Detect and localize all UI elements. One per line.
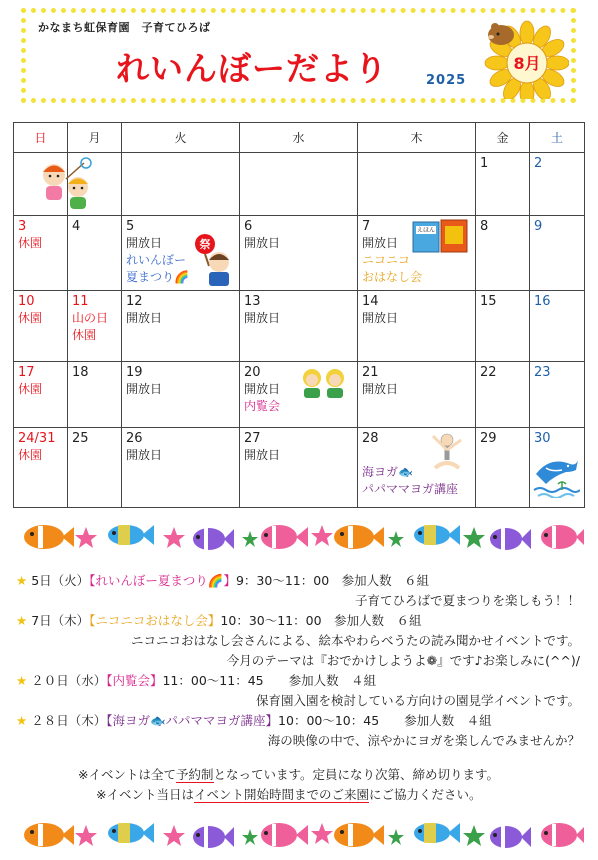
day-cell [358,216,476,291]
day-cell [358,361,476,427]
event-name: 【ニコニコおはなし会】 [89,613,221,628]
day-cell [476,216,530,291]
star-icon [242,531,258,547]
fish-decoration-band-bottom [14,815,584,855]
fish-decoration-band-top [14,517,584,557]
day-cell [68,361,122,427]
fish-icon [414,823,460,843]
day-cell [476,291,530,362]
dolphin-icon [532,452,580,498]
day-cell [476,361,530,427]
event-item-4 [16,711,492,729]
newsletter-header [21,8,576,103]
day-cell [240,216,358,291]
day-number: 1 [480,156,489,171]
weekday-sat: 土 [530,123,585,153]
day-cell [240,291,358,362]
fish-icon [261,823,308,847]
calendar-week-4 [14,361,585,427]
day-number: 5 [126,219,135,235]
day-cell [530,153,585,216]
picture-books-icon [411,218,471,254]
star-icon [75,825,97,846]
day-number: 2 [534,156,543,171]
day-number: 12 [126,294,143,310]
weekday-mon: 月 [68,123,122,153]
note-arrival [96,785,482,803]
fish-icon [261,525,308,549]
star-icon [242,829,258,845]
event-item-1 [16,571,429,589]
event-desc-1: 子育てひろばで夏まつりを楽しもう！！ [354,593,580,608]
day-cell [14,428,68,508]
weekday-tue: 火 [122,123,240,153]
event-label: おはなし会 [362,270,423,285]
day-number: 19 [126,364,143,380]
note-text: にご協力ください。 [369,787,482,802]
day-cell [122,428,240,508]
note-text: ※イベントは全て [78,767,176,782]
day-cell [476,428,530,508]
day-number: 21 [362,364,379,380]
header-subtitle: かなまち虹保育園 子育てひろば [38,21,211,34]
day-cell [14,291,68,362]
star-icon [75,527,97,548]
day-note: 休園 [18,448,43,463]
weekday-sun: 日 [14,123,68,153]
star-icon [311,525,333,546]
day-cell [530,291,585,362]
day-number: 7 [362,219,371,235]
day-number: 17 [18,364,35,380]
day-number: 10 [18,294,35,310]
fish-icon [541,525,584,549]
day-number: 20 [244,364,261,380]
event-label: パパママヨガ講座 [362,482,459,497]
day-cell [14,153,68,216]
day-number: 3 [18,219,27,235]
day-number: 22 [480,364,497,380]
weekday-fri: 金 [476,123,530,153]
event-time: 10：30～11：00 参加人数 ６組 [220,613,422,628]
fish-icon [24,823,74,847]
weekday-thu: 木 [358,123,476,153]
day-number: 26 [126,431,143,447]
fish-icon [24,525,74,549]
day-number: 30 [534,431,551,447]
note-emphasis: 予約制 [175,767,214,782]
fish-icon [108,525,154,545]
event-label: 海ヨガ🐟 [362,465,413,480]
day-note: 開放日 [362,381,399,396]
day-number: 28 [362,431,379,447]
event-desc-3: 保育園入園を検討している方向けの園見学イベントです。 [255,693,580,708]
note-text: となっています。定員になり次第、締め切ります。 [213,767,500,782]
note-reservation [78,765,499,783]
fish-icon [334,525,384,549]
day-number: 15 [480,294,497,310]
star-icon: ★ [16,573,28,588]
star-icon: ★ [16,673,28,688]
day-number: 8 [480,219,489,235]
day-number: 11 [72,294,89,310]
event-name: 【内覧会】 [106,673,163,688]
day-note: 開放日 [362,236,399,251]
day-note: 開放日 [244,448,281,463]
event-date: ２０日（水） [31,673,107,688]
day-note: 開放日 [244,311,281,326]
day-number: 6 [244,219,253,235]
event-time: 10：00～10：45 参加人数 ４組 [278,713,492,728]
fish-icon [414,525,460,545]
event-date: ２８日（木） [31,713,107,728]
day-cell [122,361,240,427]
event-date: 5日（火） [31,573,90,588]
event-time: 11：00～11：45 参加人数 ４組 [162,673,377,688]
day-cell [68,428,122,508]
event-label: れいんぼー [126,253,187,268]
fish-icon [193,528,234,550]
day-cell [530,361,585,427]
event-item-3 [16,671,376,689]
day-cell [68,153,122,216]
star-icon: ★ [16,713,28,728]
calendar-week-1 [14,153,585,216]
weekday-wed: 水 [240,123,358,153]
calendar-table [13,122,585,508]
day-cell [14,361,68,427]
event-name: 【れいんぼー夏まつり🌈】 [89,573,236,588]
day-number: 18 [72,364,89,380]
day-cell [122,216,240,291]
header-year: 2025 [426,73,467,88]
yoga-icon [419,430,469,472]
star-icon [163,825,185,846]
day-note: 開放日 [126,236,163,251]
sunflower-icon [477,15,569,99]
fish-icon [108,823,154,843]
day-number: 27 [244,431,261,447]
day-note: 開放日 [126,381,163,396]
event-item-2 [16,611,422,629]
day-cell [122,153,240,216]
book-title: えほん [416,227,436,235]
fish-icon [490,528,531,550]
day-note: 開放日 [126,311,163,326]
visitors-icon [299,366,349,400]
day-number: 9 [534,219,543,235]
star-icon [388,531,404,547]
note-emphasis: イベント開始時間までのご来園 [193,787,369,802]
day-note: 開放日 [244,381,281,396]
festival-badge: 祭 [199,238,211,252]
day-note: 休園 [18,311,43,326]
star-icon [463,825,485,846]
day-number: 29 [480,431,497,447]
star-icon [163,527,185,548]
star-icon: ★ [16,613,28,628]
day-cell [358,291,476,362]
day-note: 休園 [72,328,97,343]
month-label: 8月 [513,54,541,73]
day-note: 開放日 [244,236,281,251]
fish-icon [490,826,531,848]
day-note: 休園 [18,381,43,396]
calendar-week-5 [14,428,585,508]
day-cell [358,153,476,216]
day-cell [14,216,68,291]
calendar-week-2 [14,216,585,291]
star-icon [388,829,404,845]
weekday-header-row [14,123,585,153]
event-date: 7日（木） [31,613,90,628]
day-number: 4 [72,219,81,235]
day-number: 23 [534,364,551,380]
festival-kid-icon [191,232,235,288]
day-cell [122,291,240,362]
star-icon [463,527,485,548]
day-cell [530,428,585,508]
event-time: 9：30～11：00 参加人数 ６組 [235,573,430,588]
event-label: ニコニコ [362,253,411,268]
day-cell [68,291,122,362]
fish-icon [334,823,384,847]
day-note: 休園 [18,236,43,251]
day-number: 24/31 [18,431,56,447]
day-cell [358,428,476,508]
event-desc-2b: 今月のテーマは『おでかけしようよ❁』です♪お楽しみに(^^)/ [226,653,580,668]
event-name: 【海ヨガ🐟パパママヨガ講座】 [106,713,279,728]
event-label: 夏まつり🌈 [126,270,189,285]
day-cell [476,153,530,216]
day-note: 山の日 [72,311,109,326]
day-number: 16 [534,294,551,310]
day-number: 13 [244,294,261,310]
newsletter-title: れいんぼーだより [116,49,388,88]
day-number: 14 [362,294,379,310]
day-cell [68,216,122,291]
note-text: ※イベント当日は [96,787,194,802]
day-cell [240,361,358,427]
day-note: 開放日 [362,311,399,326]
event-desc-4: 海の映像の中で、涼やかにヨガを楽しんでみませんか？ [267,733,580,748]
day-cell [240,153,358,216]
day-note: 開放日 [126,448,163,463]
star-icon [311,823,333,844]
event-desc-2: ニコニコおはなし会さんによる、絵本やわらべうたの読み聞かせイベントです。 [130,633,580,648]
calendar-week-3 [14,291,585,362]
event-label: 内覧会 [244,398,281,413]
day-cell [530,216,585,291]
fish-icon [541,823,584,847]
day-number: 25 [72,431,89,447]
fish-icon [193,826,234,848]
day-cell [240,428,358,508]
